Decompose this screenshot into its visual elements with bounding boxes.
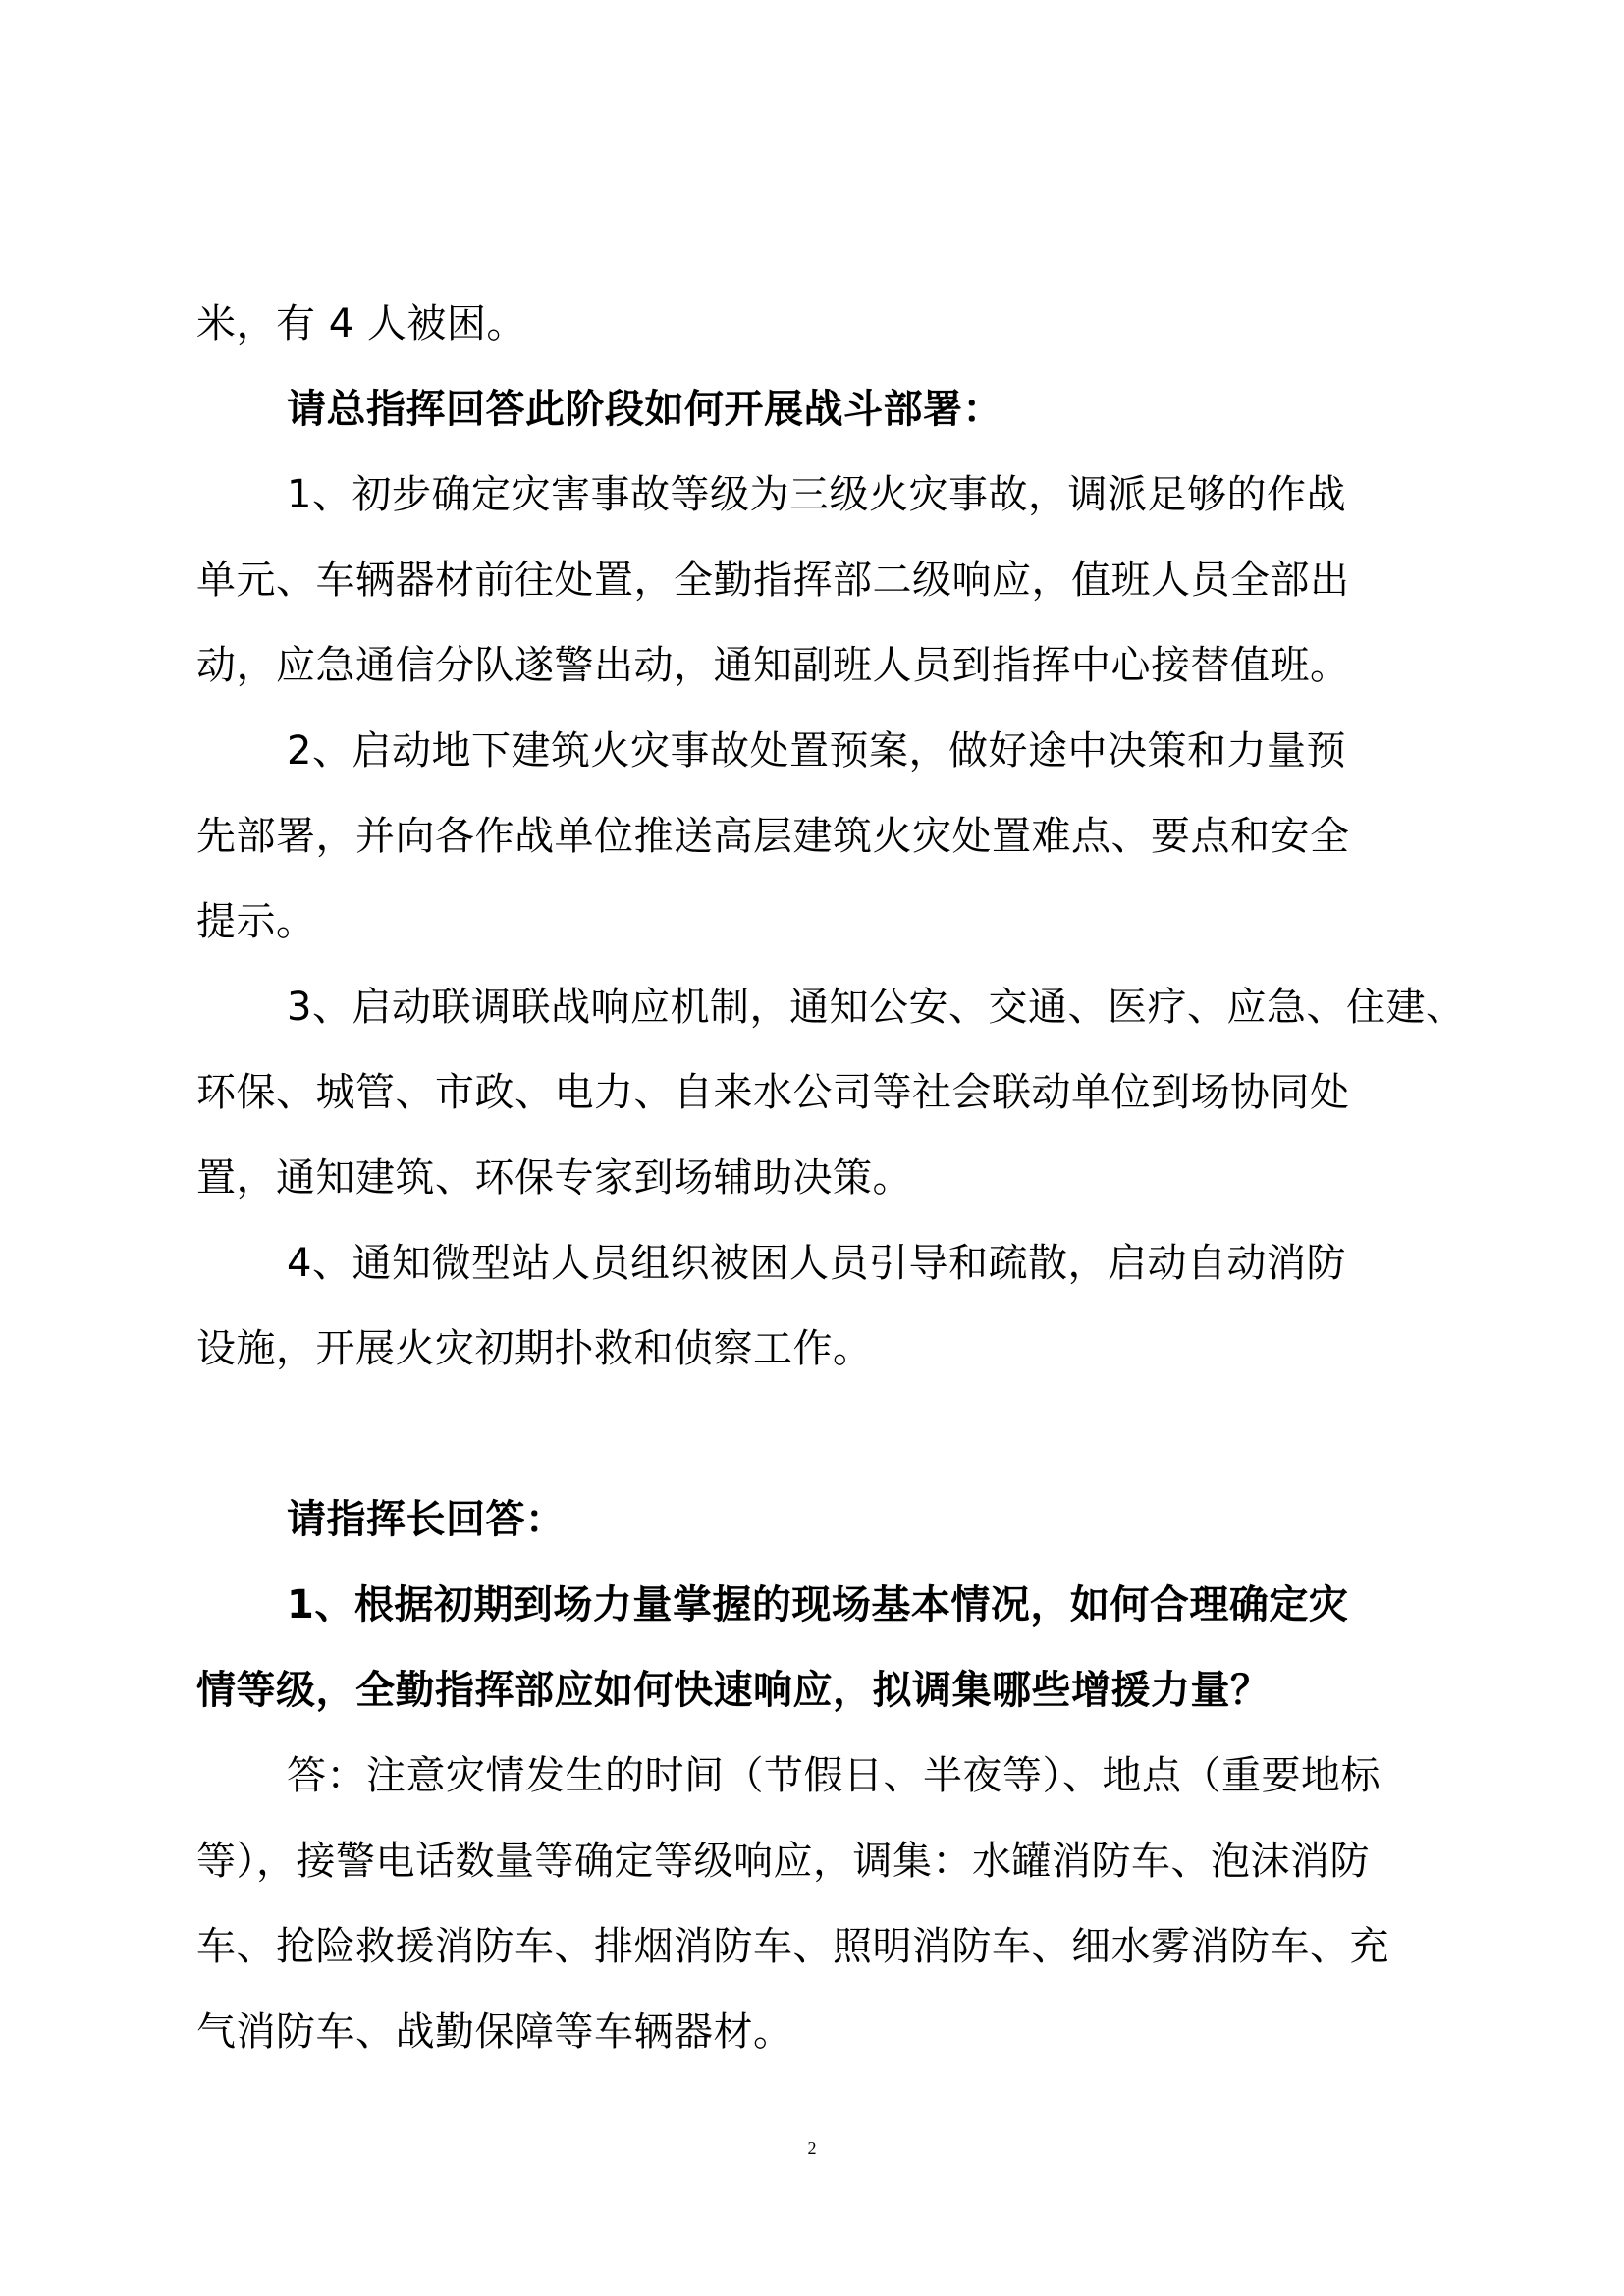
paragraph-line: 4、通知微型站人员组织被困人员引导和疏散，启动自动消防 — [287, 1241, 1346, 1286]
paragraph-line: 先部署，并向各作战单位推送高层建筑火灾处置难点、要点和安全 — [196, 814, 1350, 859]
section-heading: 请总指挥回答此阶段如何开展战斗部署： — [287, 387, 1002, 432]
paragraph-line: 米，有 4 人被困。 — [196, 301, 526, 347]
answer-line: 答：注意灾情发生的时间（节假日、半夜等）、地点（重要地标 — [287, 1753, 1380, 1798]
paragraph-line: 1、初步确定灾害事故等级为三级火灾事故，调派足够的作战 — [287, 472, 1346, 517]
page-number: 2 — [807, 2138, 817, 2158]
question-line: 情等级，全勤指挥部应如何快速响应，拟调集哪些增援力量？ — [196, 1668, 1271, 1713]
paragraph-line: 单元、车辆器材前往处置，全勤指挥部二级响应，值班人员全部出 — [196, 558, 1350, 603]
answer-line: 气消防车、战勤保障等车辆器材。 — [196, 2009, 793, 2055]
paragraph-line: 置，通知建筑、环保专家到场辅助决策。 — [196, 1155, 912, 1201]
paragraph-line: 动，应急通信分队遂警出动，通知副班人员到指挥中心接替值班。 — [196, 643, 1350, 688]
section-heading: 请指挥长回答： — [287, 1497, 566, 1542]
answer-line: 等），接警电话数量等确定等级响应，调集：水罐消防车、泡沫消防 — [196, 1839, 1370, 1884]
paragraph-line: 环保、城管、市政、电力、自来水公司等社会联动单位到场协同处 — [196, 1070, 1350, 1115]
question-line: 1、根据初期到场力量掌握的现场基本情况，如何合理确定灾 — [287, 1582, 1349, 1628]
paragraph-line: 2、启动地下建筑火灾事故处置预案，做好途中决策和力量预 — [287, 728, 1346, 774]
paragraph-line: 提示。 — [196, 899, 316, 944]
paragraph-line: 设施，开展火灾初期扑救和侦察工作。 — [196, 1326, 873, 1371]
paragraph-line: 3、启动联调联战响应机制，通知公安、交通、医疗、应急、住建、 — [287, 985, 1466, 1030]
answer-line: 车、抢险救援消防车、排烟消防车、照明消防车、细水雾消防车、充 — [196, 1924, 1389, 1969]
